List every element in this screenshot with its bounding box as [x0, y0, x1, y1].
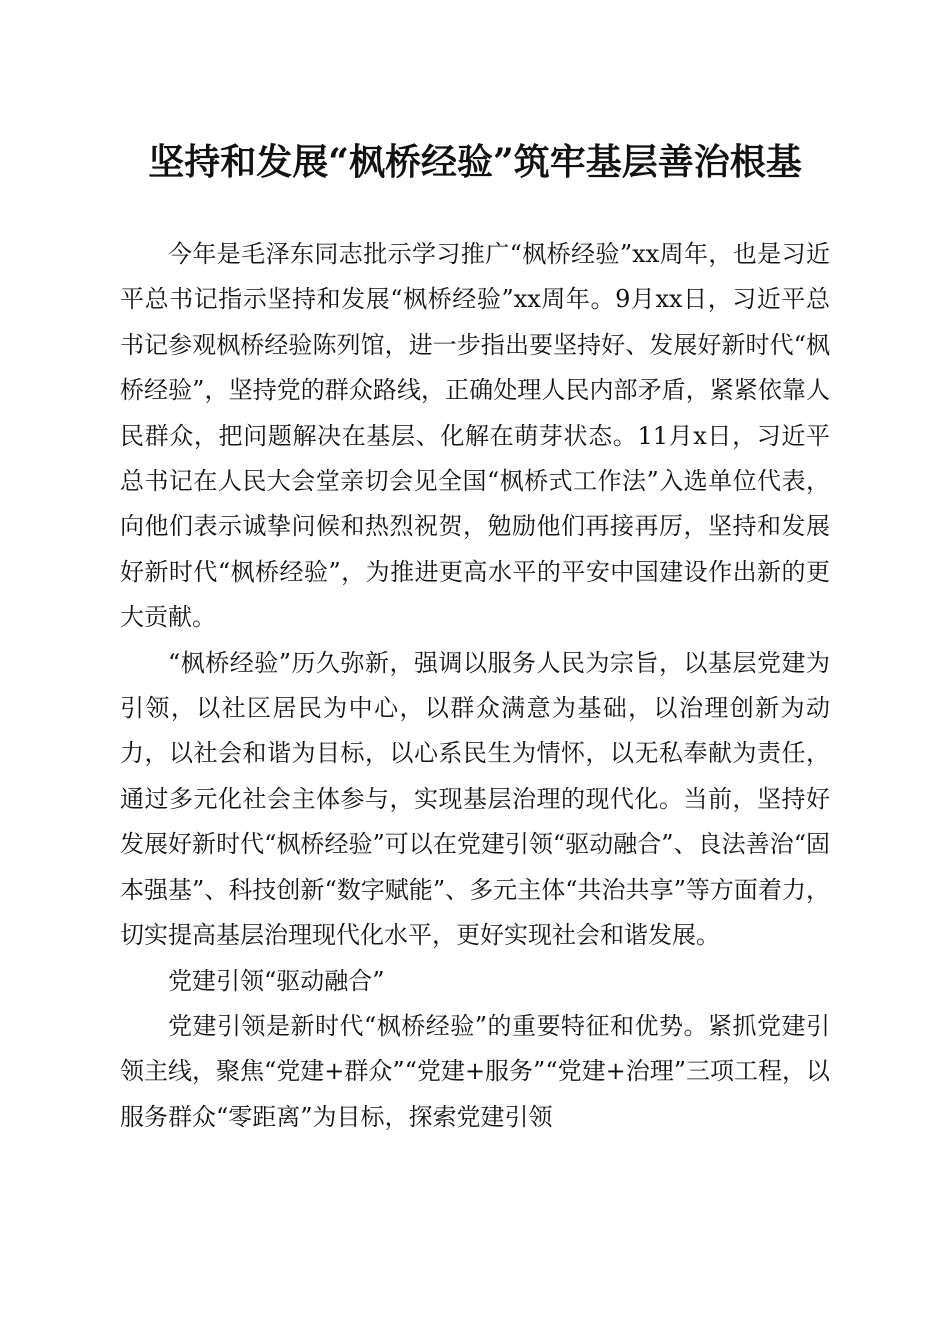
paragraph-intro: 今年是毛泽东同志批示学习推广“枫桥经验”xx周年，也是习近平总书记指示坚持和发展“枫桥经验”xx周年。9月xx日，习近平总书记参观枫桥经验陈列馆，进一步指出要坚持好、发展好新时代“枫桥经验”，坚持党的群众路线，正确处理人民内部矛盾，紧紧依靠人民群众，把问题解决在基层、化解在萌芽状态。11月x日，习近平总书记在人民大会堂亲切会见全国“枫桥式工作法”入选单位代表，向他们表示诚挚问候和热烈祝贺，勉励他们再接再厉，坚持和发展好新时代“枫桥经验”，为推进更高水平的平安中国建设作出新的更大贡献。 — [120, 240, 830, 632]
paragraph-overview: “枫桥经验”历久弥新，强调以服务人民为宗旨，以基层党建为引领，以社区居民为中心，以群众满意为基础，以治理创新为动力，以社会和谐为目标，以心系民生为情怀，以无私奉献为责任，通过多元化社会主体参与，实现基层治理的现代化。当前，坚持好发展好新时代“枫桥经验”可以在党建引领“驱动融合”、良法善治“固本强基”、科技创新“数字赋能”、多元主体“共治共享”等方面着力，切实提高基层治理现代化水平，更好实现社会和谐发展。 — [120, 648, 830, 950]
document-body — [120, 232, 830, 1140]
document-title: 坚持和发展“枫桥经验”筑牢基层善治根基 — [148, 141, 802, 183]
paragraph-party-building: 党建引领是新时代“枫桥经验”的重要特征和优势。紧抓党建引领主线，聚焦“党建+群众”“党建+服务”“党建+治理”三项工程，以服务群众“零距离”为目标，探索党建引领 — [120, 1011, 830, 1131]
section-heading: 党建引领“驱动融合” — [168, 966, 385, 995]
